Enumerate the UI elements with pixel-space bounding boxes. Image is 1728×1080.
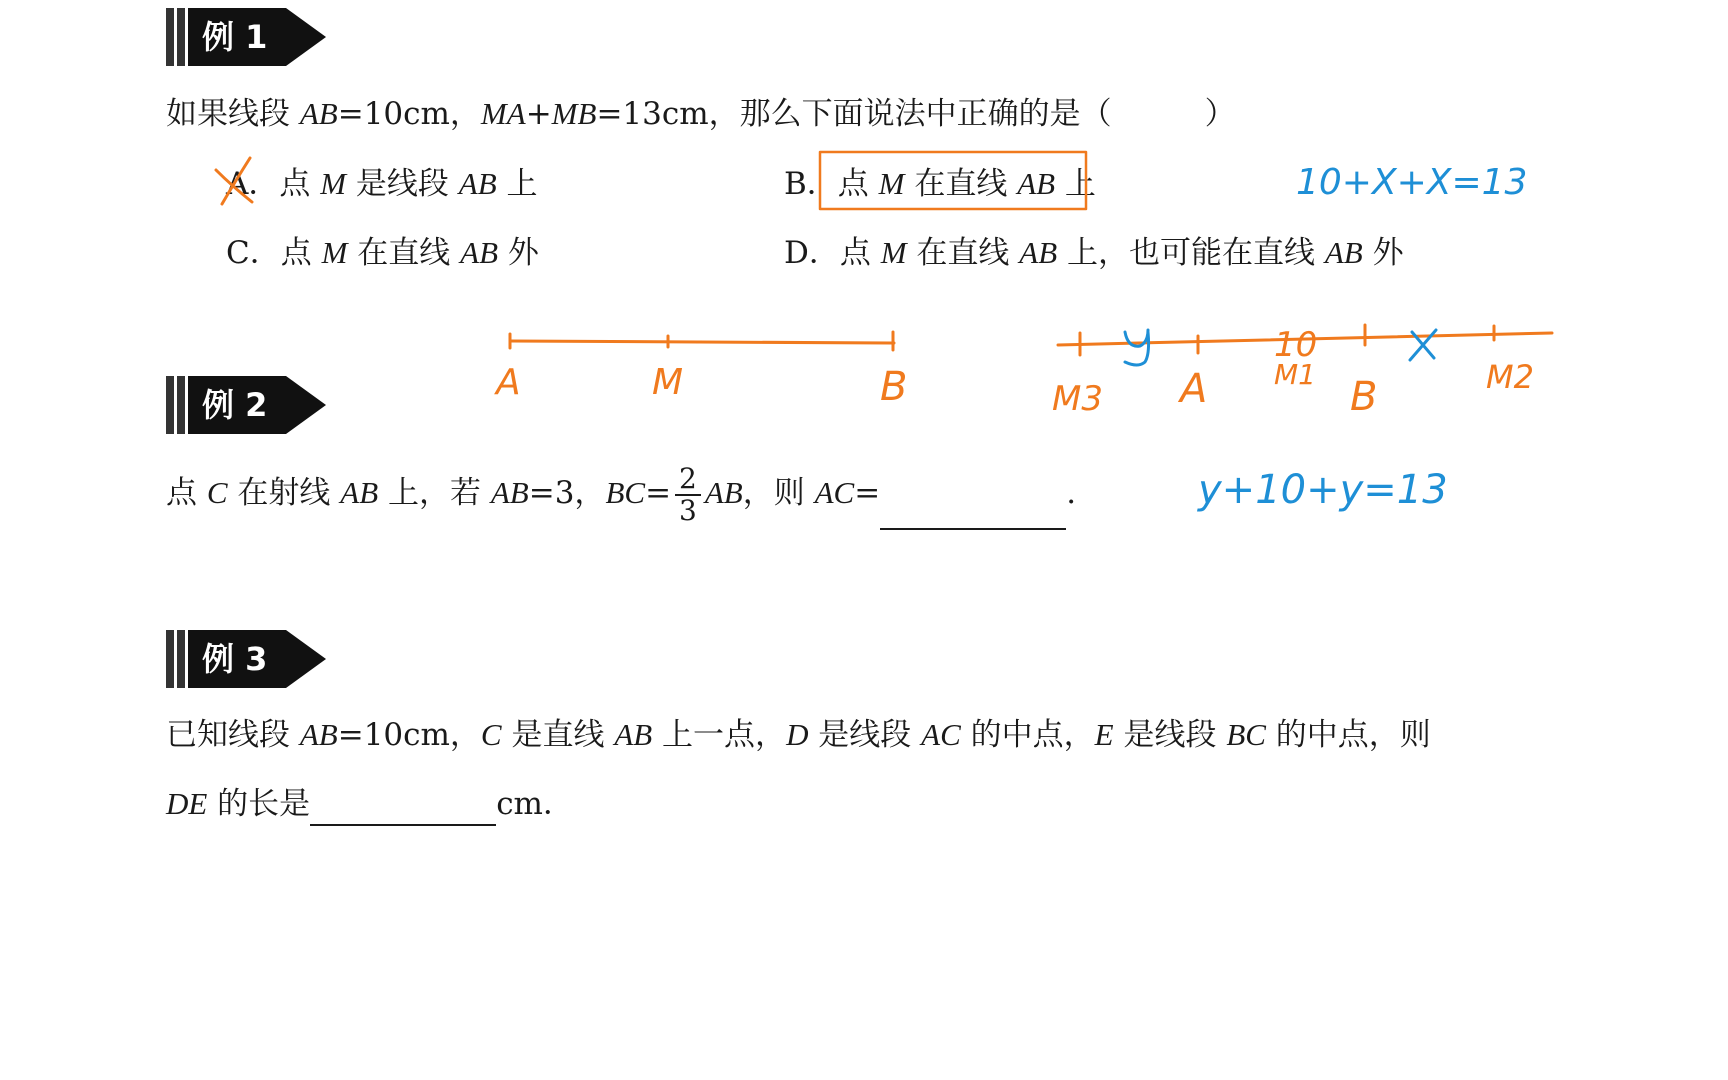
example-3-line-2: DE 的长是 cm． bbox=[166, 784, 574, 826]
label-a: A bbox=[496, 362, 521, 403]
highlight-box-option-b bbox=[820, 152, 1086, 209]
cross-mark-option-a bbox=[216, 158, 252, 204]
example-3-label: 例 3 bbox=[188, 630, 286, 688]
example-2-label: 例 2 bbox=[188, 376, 286, 434]
label-a-2: A bbox=[1180, 366, 1208, 412]
option-c: C．点 M 在直线 AB 外 bbox=[226, 235, 539, 271]
example-1-label: 例 1 bbox=[188, 8, 286, 66]
equation-1: 10+X+X=13 bbox=[1296, 162, 1528, 203]
label-b-2: B bbox=[1350, 374, 1378, 420]
label-b: B bbox=[880, 364, 908, 410]
label-m1: M1 bbox=[1274, 358, 1316, 391]
label-m: M bbox=[652, 362, 684, 403]
fraction: $\frac{2}{3}$ bbox=[675, 464, 701, 526]
option-b: B．点 M 在直线 AB 上 bbox=[784, 166, 1096, 202]
example-1-question: 如果线段 AB=10cm，MA+MB=13cm，那么下面说法中正确的是（ ） bbox=[166, 96, 1236, 132]
example-3-line-1: 已知线段 AB=10cm，C 是直线 AB 上一点，D 是线段 AC 的中点，E 是线段 BC 的中点，则 bbox=[166, 717, 1431, 753]
segment-diagram-amb bbox=[510, 332, 894, 350]
option-a: A．点 M 是线段 AB 上 bbox=[226, 166, 538, 202]
example-2-question: 点 C 在射线 AB 上，若 AB=3，BC= $\frac{2}{3}$ AB，则 AC= . bbox=[166, 458, 1076, 530]
label-m3: M3 bbox=[1052, 379, 1103, 419]
equation-2: y+10+y=13 bbox=[1198, 467, 1448, 513]
option-d: D．点 M 在直线 AB 上，也可能在直线 AB 外 bbox=[784, 235, 1404, 271]
label-m2: M2 bbox=[1486, 358, 1534, 396]
segment-label-10: 10 bbox=[1274, 325, 1318, 365]
